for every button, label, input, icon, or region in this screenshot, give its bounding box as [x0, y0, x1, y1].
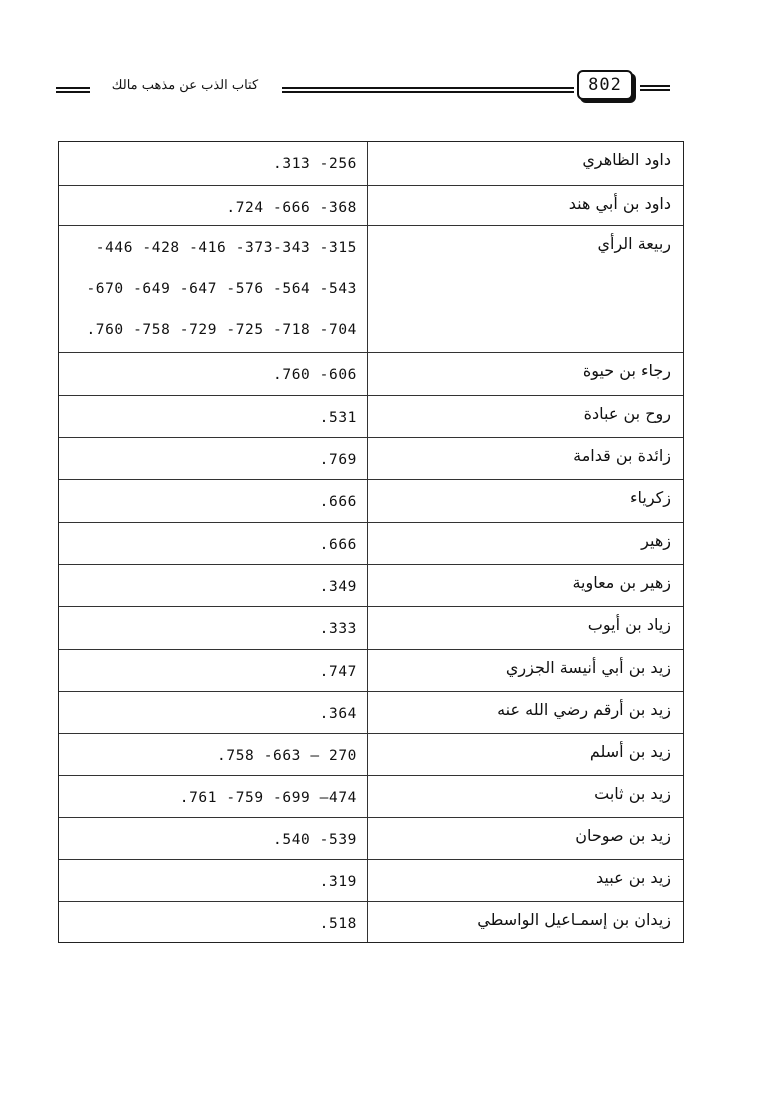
entry-pages-line: -670 -649 -647 -576 -564 -543	[86, 281, 357, 297]
entry-pages: .313 -256	[273, 156, 357, 172]
entry-name: زكرياء	[367, 480, 683, 522]
book-title: كتاب الذب عن مذهب مالك	[111, 78, 259, 93]
entry-pages: .724 -666 -368	[226, 200, 357, 216]
table-row	[59, 225, 683, 352]
entry-pages: .531	[319, 410, 357, 426]
entry-name: روح بن عبادة	[367, 396, 683, 437]
table-row	[59, 733, 683, 775]
table-row	[59, 395, 683, 437]
table-row	[59, 901, 683, 942]
table-row	[59, 649, 683, 691]
entry-name: زيد بن ثابت	[367, 776, 683, 817]
table-row	[59, 352, 683, 395]
table-row	[59, 606, 683, 649]
entry-pages: .666	[319, 494, 357, 510]
entry-name: زيد بن أسلم	[367, 734, 683, 775]
entry-name: زيد بن أرقم رضي الله عنه	[367, 692, 683, 733]
entry-pages: .747	[319, 664, 357, 680]
entry-pages: .540 -539	[273, 832, 357, 848]
entry-pages: .666	[319, 537, 357, 553]
table-row	[59, 437, 683, 479]
table-row	[59, 691, 683, 733]
entry-name: زيد بن صوحان	[367, 818, 683, 859]
entry-pages: .319	[319, 874, 357, 890]
entry-name: زهير	[367, 523, 683, 564]
entry-pages: .758 -663 – 270	[217, 748, 357, 764]
entry-name: زهير بن معاوية	[367, 565, 683, 606]
entry-pages-line: -446 -428 -416 -373-343 -315	[95, 240, 357, 256]
entry-name: زائدة بن قدامة	[367, 438, 683, 479]
entry-pages: .761 -759 -699 –474	[179, 790, 357, 806]
table-row	[59, 775, 683, 817]
entry-name: زياد بن أيوب	[367, 607, 683, 649]
entry-name: زيدان بن إسمـاعيل الواسطي	[367, 902, 683, 942]
entry-pages: .349	[319, 579, 357, 595]
entry-pages: .760 -606	[273, 367, 357, 383]
entry-pages: .364	[319, 706, 357, 722]
table-row	[59, 564, 683, 606]
entry-pages	[59, 226, 367, 352]
entry-pages-line: .760 -758 -729 -725 -718 -704	[86, 322, 357, 338]
entry-name: داود بن أبي هند	[367, 186, 683, 225]
header-rule-right	[640, 85, 670, 91]
entry-name: داود الظاهري	[367, 142, 683, 185]
header-rule-middle	[282, 87, 574, 93]
entry-name: ربيعة الرأي	[367, 226, 683, 352]
entry-pages: .333	[319, 621, 357, 637]
table-row	[59, 479, 683, 522]
index-table	[58, 141, 684, 943]
entry-pages: .518	[319, 916, 357, 932]
page-number: 802	[577, 70, 633, 100]
header-rule-left	[56, 87, 90, 93]
table-row	[59, 859, 683, 901]
table-row	[59, 185, 683, 225]
entry-name: رجاء بن حيوة	[367, 353, 683, 395]
entry-name: زيد بن أبي أنيسة الجزري	[367, 650, 683, 691]
table-row	[59, 522, 683, 564]
running-header	[0, 0, 760, 120]
entry-name: زيد بن عبيد	[367, 860, 683, 901]
entry-pages: .769	[319, 452, 357, 468]
table-row	[59, 142, 683, 185]
table-row	[59, 817, 683, 859]
